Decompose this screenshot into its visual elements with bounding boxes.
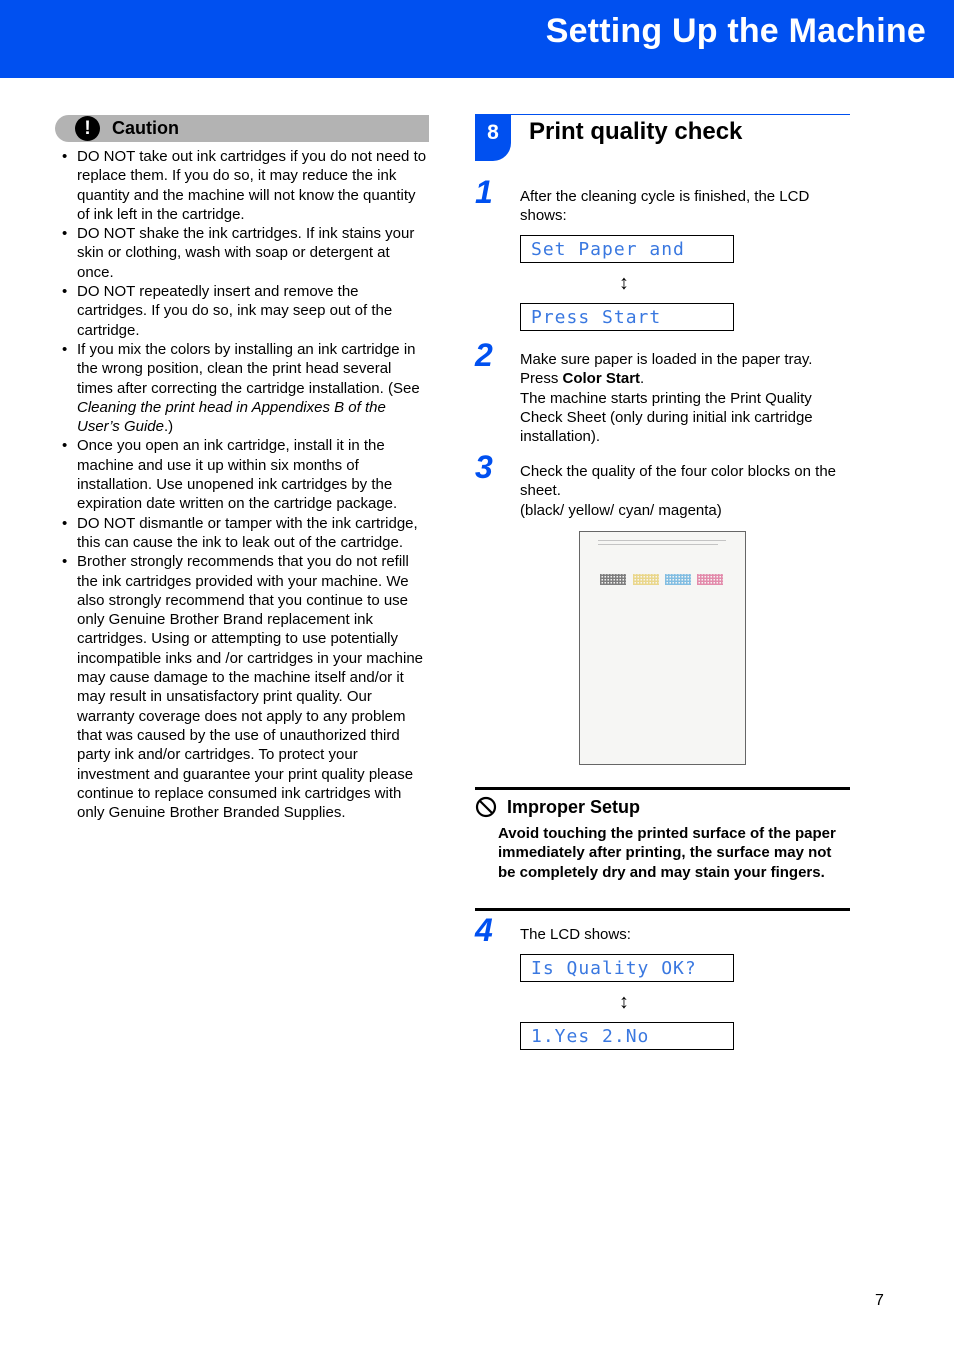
sheet-text-line [598, 540, 726, 541]
improper-setup-title: Improper Setup [507, 797, 641, 817]
lcd-text: 1.Yes 2.No [531, 1026, 650, 1047]
guide-reference: Cleaning the print head in Appendixes B of the User’s Guide [77, 398, 386, 436]
sheet-text-line [598, 544, 718, 545]
cyan-color-block [665, 574, 691, 585]
print-quality-check-sheet [579, 531, 746, 765]
lcd-display [520, 303, 734, 331]
caution-item: • Brother strongly recommends that you do not refill the ink cartridges provided with your machine. We also strongly recommend that you continue to use only Genuine Brother Brand replacement ink cartridges. Using or attempting to use potentially incompatible inks and /or cartridges in your machine may cause damage to the machine itself and/or it may result in unsatisfactory print quality. Our warranty coverage does not apply to any problem that was caused by the use of unauthorized third party ink and/or cartridges. To protect your investment and guarantee your print quality please continue to replace consumed ink cartridges with only Genuine Brother Branded Supplies. [62, 552, 428, 822]
step-line [520, 369, 850, 388]
caution-item-text: If you mix the colors by installing an ink cartridge in the wrong position, clean the print head several times after correcting the cartridge installation. (See [77, 340, 420, 397]
section-number-badge: 8 [475, 115, 511, 161]
step-line: (black/ yellow/ cyan/ magenta) [520, 501, 722, 519]
improper-setup-text: Avoid touching the printed surface of the paper immediately after printing, the surface may not be completely dry and may stain your fingers. [498, 825, 836, 881]
caution-title: Caution [112, 118, 179, 138]
prohibited-icon [475, 796, 497, 818]
step-number: 1 [475, 174, 493, 210]
color-start-key: Color Start [562, 370, 641, 388]
lcd-text: Press Start [531, 307, 662, 328]
step-text: After the cleaning cycle is finished, the LCD shows: [520, 188, 810, 225]
caution-item: • DO NOT shake the ink cartridges. If ink stains your skin or clothing, wash with soap or detergent at once. [62, 224, 428, 282]
caution-item-text: .) [163, 418, 174, 436]
section-rule [475, 114, 850, 115]
up-down-arrow-icon: ↕ [619, 991, 629, 1013]
step-line: Make sure paper is loaded in the paper tray. [520, 351, 813, 368]
step-line-text: . [640, 370, 645, 388]
lcd-text: Set Paper and [531, 239, 685, 260]
lcd-display [520, 1022, 734, 1050]
black-color-block [600, 574, 626, 585]
header-bar [0, 0, 954, 78]
exclamation-icon: ! [75, 116, 100, 141]
caution-item: • Once you open an ink cartridge, install it in the machine and use it up within six months of installation. Use unopened ink cartridges by the expiration date written on the cartridge package. [62, 436, 428, 513]
step-number: 3 [475, 449, 493, 485]
caution-item: • DO NOT repeatedly insert and remove the cartridges. If you do so, ink may seep out of the cartridge. [62, 282, 428, 340]
lcd-display [520, 954, 734, 982]
caution-item: • DO NOT dismantle or tamper with the ink cartridge, this can cause the ink to leak out of the cartridge. [62, 514, 428, 553]
caution-list [62, 147, 428, 822]
caution-item [62, 340, 428, 436]
lcd-text: Is Quality OK? [531, 958, 697, 979]
caution-item: • DO NOT take out ink cartridges if you do not need to replace them. If you do so, it may reduce the ink quantity and the machine will not know the quantity of ink left in the cartridge. [62, 147, 428, 224]
step-text: The LCD shows: [520, 926, 631, 943]
step-line: Check the quality of the four color blocks on the sheet. [520, 463, 837, 500]
improper-setup-top-rule [475, 787, 850, 790]
section-title: Print quality check [529, 118, 743, 145]
step-text [520, 462, 850, 520]
improper-setup-bottom-rule [475, 908, 850, 911]
magenta-color-block [697, 574, 723, 585]
yellow-color-block [633, 574, 659, 585]
caution-heading [55, 115, 429, 142]
step-number: 4 [475, 912, 493, 948]
up-down-arrow-icon: ↕ [619, 272, 629, 294]
step-line: The machine starts printing the Print Quality Check Sheet (only during initial ink cartridge installation). [520, 389, 813, 446]
step-text [520, 350, 850, 446]
step-number: 2 [475, 337, 493, 373]
step-line-text: Press [520, 370, 563, 388]
page-title: Setting Up the Machine [545, 12, 926, 50]
page-number: 7 [875, 1292, 884, 1309]
lcd-display [520, 235, 734, 263]
